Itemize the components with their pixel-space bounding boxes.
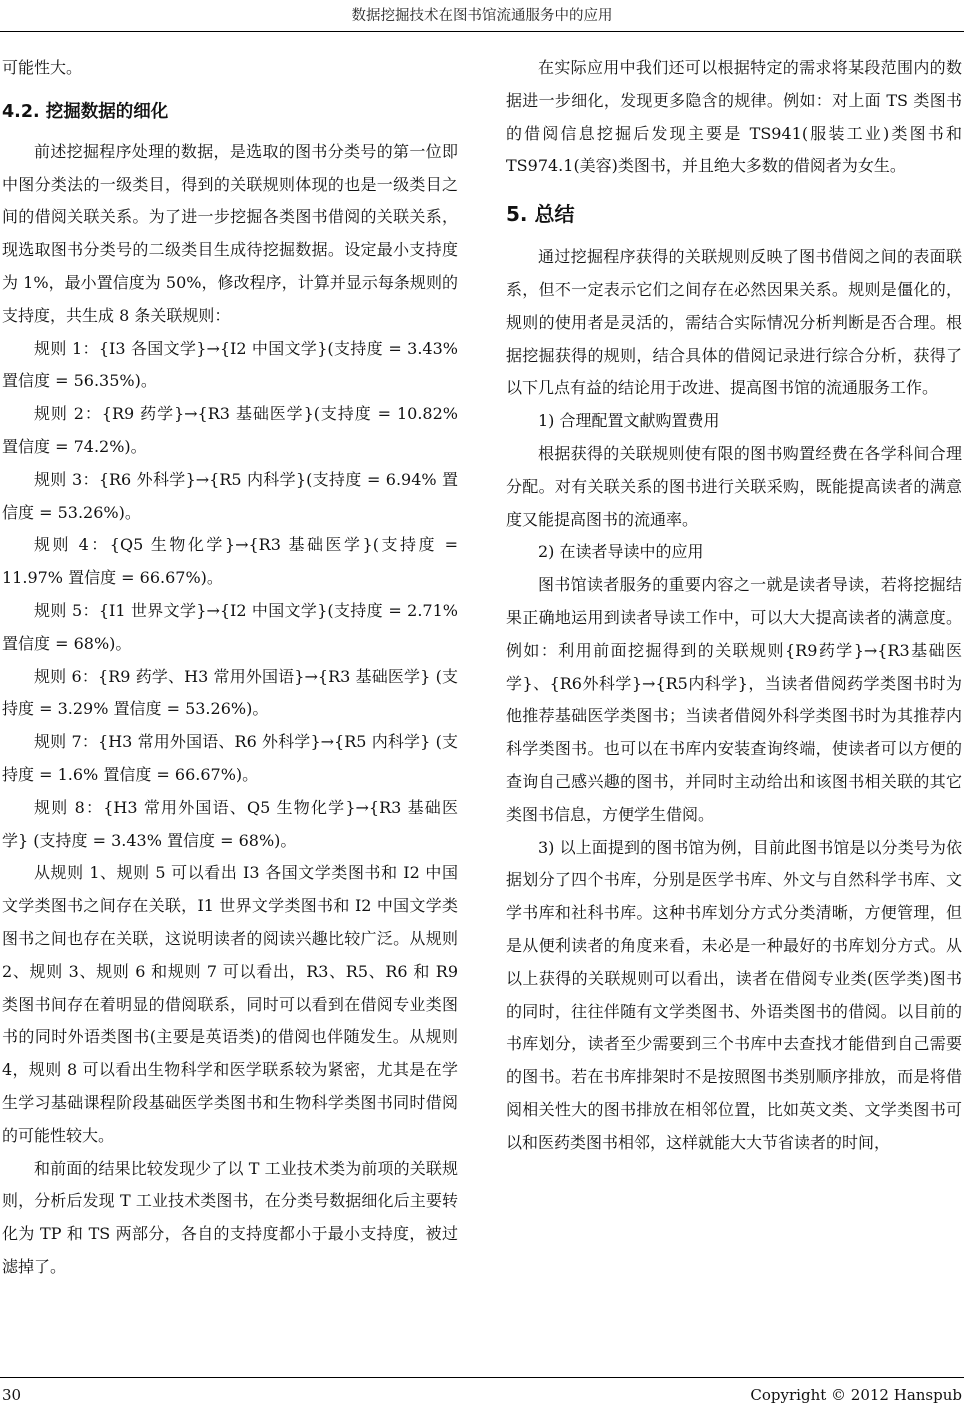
paragraph-stacks: 3) 以上面提到的图书馆为例，目前此图书馆是以分类号为依据划分了四个书库，分别是医学书库、外文与自然科学书库、文学书库和社科书库。这种书库划分方式分类清晰，方便管理，但是从便利读者的角度来看，未必是一种最好的书库划分方式。从以上获得的关联规则可以看出，读者在借阅专业类(医学类)图书的同时，往往伴随有文学类图书、外语类图书的借阅。以目前的书库划分，读者至少需要到三个书库中去查找才能借到自己需要的图书。若在书库排架时不是按照图书类别顺序排放，而是将借阅相关性大的图书排放在相邻位置，比如英文类、文学类图书可以和医药类图书相邻，这样就能大大节省读者的时间， <box>506 837 962 1152</box>
left-column <box>2 52 458 1284</box>
list-item-1: 1) 合理配置文献购置费用 <box>538 411 720 431</box>
paragraph-summary: 通过挖掘程序获得的关联规则反映了图书借阅之间的表面联系，但不一定表示它们之间存在必然因果关系。规则是僵化的，规则的使用者是灵活的，需结合实际情况分析判断是否合理。根据挖掘获得的规则，结合具体的借阅记录进行综合分析，获得了以下几点有益的结论用于改进、提高图书馆的流通服务工作。 <box>506 247 962 398</box>
rule-4: 规则 4：{Q5 生物化学}→{R3 基础医学}(支持度 = 11.97% 置信度 = 66.67%)。 <box>2 535 458 588</box>
rule-2: 规则 2：{R9 药学}→{R3 基础医学}(支持度 = 10.82% 置信度 = 74.2%)。 <box>2 404 458 456</box>
paragraph-purchase: 根据获得的关联规则使有限的图书购置经费在各学科间合理分配。对有关联关系的图书进行关联采购，既能提高读者的满意度又能提高图书的流通率。 <box>506 443 962 529</box>
right-column <box>506 52 962 1160</box>
rule-6: 规则 6：{R9 药学、H3 常用外国语}→{R3 基础医学} (支持度 = 3.29% 置信度 = 53.26%)。 <box>2 666 458 719</box>
paragraph-comparison: 和前面的结果比较发现少了以 T 工业技术类为前项的关联规则，分析后发现 T 工业技术类图书，在分类号数据细化后主要转化为 TP 和 TS 两部分，各自的支持度都小于最小支持度，被过滤掉了。 <box>2 1158 458 1276</box>
rule-1: 规则 1：{I3 各国文学}→{I2 中国文学}(支持度 = 3.43% 置信度 = 56.35%)。 <box>2 338 458 391</box>
paragraph-data-refinement: 前述挖掘程序处理的数据，是选取的图书分类号的第一位即中图分类法的一级类目，得到的关联规则体现的也是一级类目之间的借阅关联关系。为了进一步挖掘各类图书借阅的关联关系，现选取图书分类号的二级类目生成待挖掘数据。设定最小支持度为 1%，最小置信度为 50%，修改程序，计算并显示每条规则的支持度，共生成 8 条关联规则： <box>2 141 458 325</box>
rule-3: 规则 3：{R6 外科学}→{R5 内科学}(支持度 = 6.94% 置信度 = 53.26%)。 <box>2 469 458 522</box>
paragraph-continuation: 可能性大。 <box>2 58 83 77</box>
section-heading-5: 5. 总结 <box>506 202 575 227</box>
running-title: 数据挖掘技术在图书馆流通服务中的应用 <box>351 8 613 24</box>
paragraph-reader-guide: 图书馆读者服务的重要内容之一就是读者导读，若将挖掘结果正确地运用到读者导读工作中，可以大大提高读者的满意度。例如：利用前面挖掘得到的关联规则{R9药学}→{R3基础医学}、{R6外科学}→{R5内科学}，当读者借阅药学类图书时为他推荐基础医学类图书；当读者借阅外科学类图书时为其推荐内科学类图书。也可以在书库内安装查询终端，使读者可以方便的查询自己感兴趣的图书，并同时主动给出和该图书相关联的其它类图书信息，方便学生借阅。 <box>506 575 962 824</box>
paragraph-further-refinement: 在实际应用中我们还可以根据特定的需求将某段范围内的数据进一步细化，发现更多隐含的规律。例如：对上面 TS 类图书的借阅信息挖掘后发现主要是 TS941(服装工业)类图书和 TS974.1(美容)类图书，并且绝大多数的借阅者为女生。 <box>506 58 962 176</box>
header-rule <box>0 31 964 32</box>
rule-8: 规则 8：{H3 常用外国语、Q5 生物化学}→{R3 基础医学} (支持度 = 3.43% 置信度 = 68%)。 <box>2 797 458 850</box>
page-number: 30 <box>2 1386 22 1404</box>
list-item-2: 2) 在读者导读中的应用 <box>538 542 704 562</box>
rule-7: 规则 7：{H3 常用外国语、R6 外科学}→{R5 内科学} (支持度 = 1.6% 置信度 = 66.67%)。 <box>2 732 458 784</box>
footer-rule <box>0 1377 964 1378</box>
rule-5: 规则 5：{I1 世界文学}→{I2 中国文学}(支持度 = 2.71% 置信度 = 68%)。 <box>2 600 458 653</box>
section-heading-4-2: 4.2. 挖掘数据的细化 <box>2 101 169 122</box>
copyright-notice: Copyright © 2012 Hanspub <box>750 1386 962 1404</box>
paragraph-rule-analysis: 从规则 1、规则 5 可以看出 I3 各国文学类图书和 I2 中国文学类图书之间存在关联，I1 世界文学类图书和 I2 中国文学类图书之间也存在关联，这说明读者的阅读兴趣比较广泛。从规则 2、规则 3、规则 6 和规则 7 可以看出，R3、R5、R6 和 R9 类图书间存在着明显的借阅联系，同时可以看到在借阅专业类图书的同时外语类图书(主要是英语类)的借阅也伴随发生。从规则 4，规则 8 可以看出生物科学和医学联系较为紧密，尤其是在学生学习基础课程阶段基础医学类图书和生物科学类图书同时借阅的可能性较大。 <box>2 863 458 1145</box>
